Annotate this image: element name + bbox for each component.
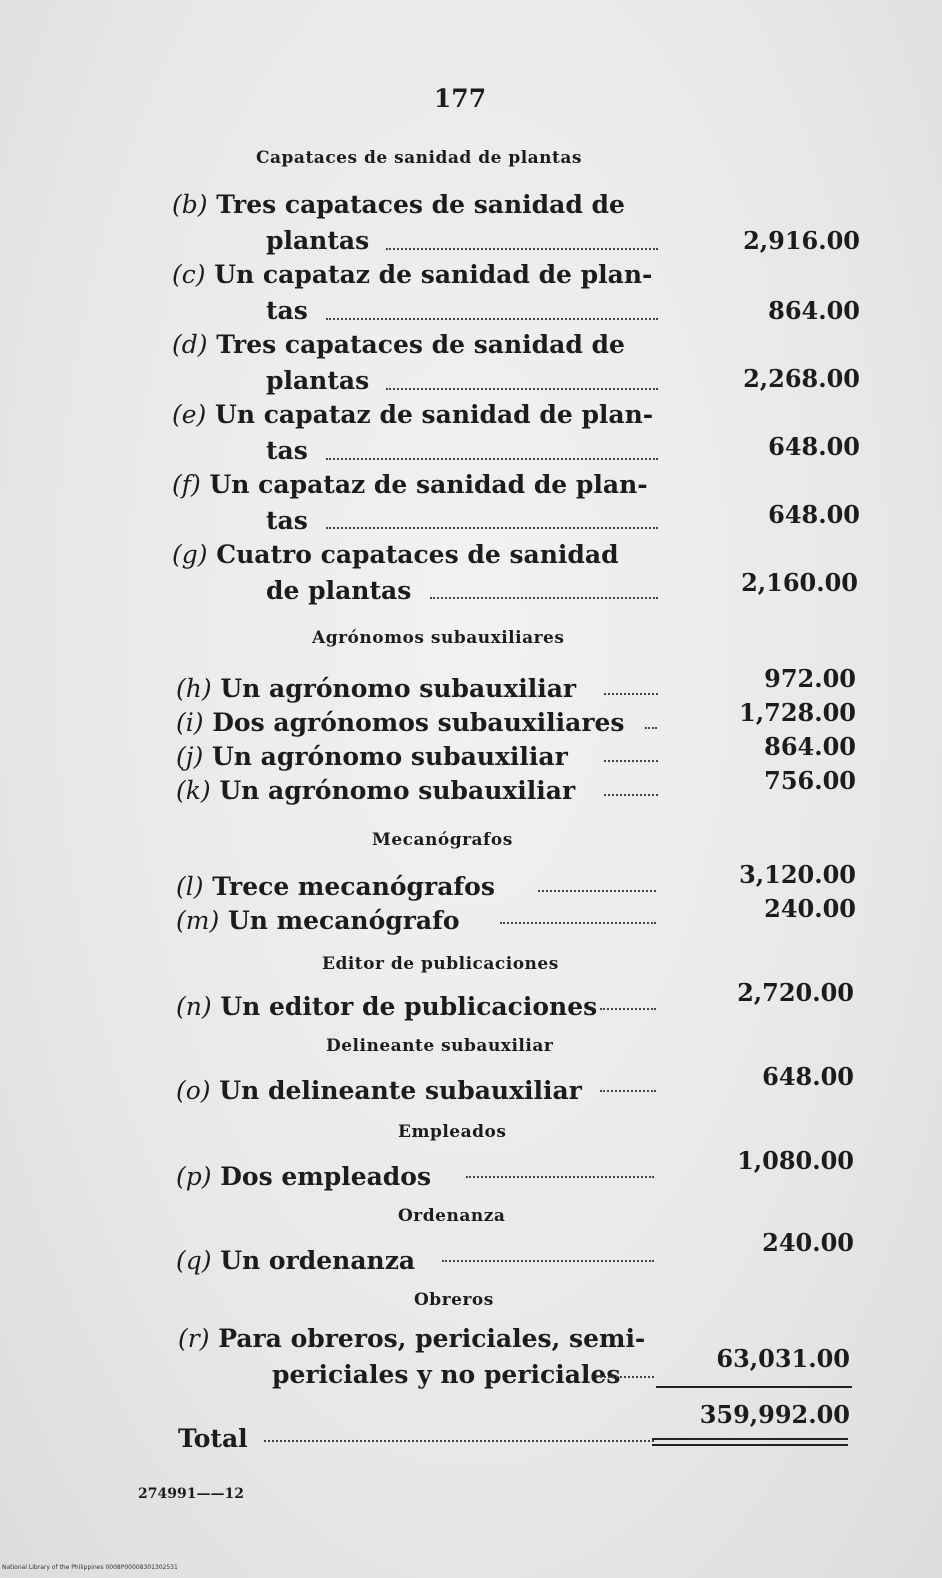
item-e-amount: 648.00 xyxy=(768,432,860,461)
item-r-line1 xyxy=(178,1324,645,1353)
item-q-amount: 240.00 xyxy=(762,1228,854,1257)
item-r-line2: periciales y no periciales xyxy=(272,1360,621,1389)
item-g-line2: de plantas xyxy=(266,576,412,605)
item-o-text: Un delineante subauxiliar xyxy=(219,1076,582,1105)
item-d-line1 xyxy=(172,330,625,359)
section-heading-mecanografos: Mecanógrafos xyxy=(372,830,513,850)
item-g-letter: (g) xyxy=(172,540,208,569)
item-m-amount: 240.00 xyxy=(764,894,856,923)
total-double-rule-bottom xyxy=(652,1444,848,1446)
item-i-line xyxy=(176,708,625,737)
item-j-line xyxy=(176,742,568,771)
item-r-letter: (r) xyxy=(178,1324,210,1353)
section-heading-agronomos: Agrónomos subauxiliares xyxy=(312,628,565,648)
dot-leader xyxy=(645,727,657,729)
item-d-amount: 2,268.00 xyxy=(743,364,860,393)
item-h-text: Un agrónomo subauxiliar xyxy=(220,674,577,703)
item-d-line2: plantas xyxy=(266,366,370,395)
item-q-letter: (q) xyxy=(176,1246,212,1275)
item-o-letter: (o) xyxy=(176,1076,211,1105)
dot-leader xyxy=(600,1090,656,1092)
item-g-amount: 2,160.00 xyxy=(741,568,858,597)
item-l-letter: (l) xyxy=(176,872,204,901)
item-k-letter: (k) xyxy=(176,776,211,805)
item-l-line xyxy=(176,872,495,901)
item-p-amount: 1,080.00 xyxy=(737,1146,854,1175)
item-e-letter: (e) xyxy=(172,400,207,429)
dot-leader xyxy=(466,1176,654,1178)
item-c-letter: (c) xyxy=(172,260,206,289)
section-heading-editor: Editor de publicaciones xyxy=(322,954,559,974)
item-k-text: Un agrónomo subauxiliar xyxy=(219,776,576,805)
section-heading-empleados: Empleados xyxy=(398,1122,507,1142)
item-m-letter: (m) xyxy=(176,906,220,935)
item-o-amount: 648.00 xyxy=(762,1062,854,1091)
item-g-line1 xyxy=(172,540,619,569)
dot-leader xyxy=(386,388,658,390)
item-l-text: Trece mecanógrafos xyxy=(212,872,495,901)
item-n-amount: 2,720.00 xyxy=(737,978,854,1007)
total-double-rule-top xyxy=(652,1438,848,1440)
item-p-text: Dos empleados xyxy=(220,1162,432,1191)
item-f-text: Un capataz de sanidad de plan- xyxy=(209,470,648,499)
item-b-text: Tres capataces de sanidad de xyxy=(216,190,625,219)
dot-leader xyxy=(596,1376,654,1378)
dot-leader xyxy=(538,890,656,892)
item-h-amount: 972.00 xyxy=(764,664,856,693)
print-code: 274991——12 xyxy=(138,1486,244,1502)
item-i-text: Dos agrónomos subauxiliares xyxy=(212,708,625,737)
item-p-line xyxy=(176,1162,431,1191)
item-b-amount: 2,916.00 xyxy=(743,226,860,255)
section-heading-obreros: Obreros xyxy=(414,1290,494,1310)
item-h-line xyxy=(176,674,576,703)
item-b-line1 xyxy=(172,190,625,219)
item-m-text: Un mecanógrafo xyxy=(227,906,460,935)
archive-note: National Library of the Philippines 0008P00008301302531 xyxy=(2,1564,178,1571)
item-q-text: Un ordenanza xyxy=(220,1246,416,1275)
subtotal-rule xyxy=(656,1386,852,1388)
item-f-line2: tas xyxy=(266,506,308,535)
item-n-line xyxy=(176,992,597,1021)
item-f-amount: 648.00 xyxy=(768,500,860,529)
dot-leader xyxy=(600,1008,656,1010)
item-o-line xyxy=(176,1076,582,1105)
item-k-line xyxy=(176,776,575,805)
page-number: 177 xyxy=(433,84,487,113)
dot-leader xyxy=(604,760,658,762)
dot-leader xyxy=(500,922,656,924)
dot-leader xyxy=(326,527,658,529)
item-r-text: Para obreros, periciales, semi- xyxy=(218,1324,646,1353)
dot-leader xyxy=(326,458,658,460)
item-e-line2: tas xyxy=(266,436,308,465)
total-label: Total xyxy=(178,1424,248,1453)
dot-leader xyxy=(264,1440,654,1442)
item-l-amount: 3,120.00 xyxy=(739,860,856,889)
item-f-letter: (f) xyxy=(172,470,201,499)
item-c-text: Un capataz de sanidad de plan- xyxy=(214,260,653,289)
section-heading-delineante: Delineante subauxiliar xyxy=(326,1036,554,1056)
item-r-amount: 63,031.00 xyxy=(716,1344,850,1373)
item-d-text: Tres capataces de sanidad de xyxy=(216,330,625,359)
item-j-text: Un agrónomo subauxiliar xyxy=(211,742,568,771)
dot-leader xyxy=(326,318,658,320)
dot-leader xyxy=(604,794,658,796)
dot-leader xyxy=(442,1260,654,1262)
dot-leader xyxy=(386,248,658,250)
item-c-line2: tas xyxy=(266,296,308,325)
item-b-line2: plantas xyxy=(266,226,370,255)
item-b-letter: (b) xyxy=(172,190,208,219)
item-g-text: Cuatro capataces de sanidad xyxy=(216,540,619,569)
item-e-text: Un capataz de sanidad de plan- xyxy=(215,400,654,429)
item-i-letter: (i) xyxy=(176,708,204,737)
item-i-amount: 1,728.00 xyxy=(739,698,856,727)
item-h-letter: (h) xyxy=(176,674,212,703)
item-k-amount: 756.00 xyxy=(764,766,856,795)
section-heading-capataces: Capataces de sanidad de plantas xyxy=(256,148,582,168)
item-n-text: Un editor de publicaciones xyxy=(220,992,598,1021)
item-c-line1 xyxy=(172,260,652,289)
item-n-letter: (n) xyxy=(176,992,212,1021)
item-f-line1 xyxy=(172,470,648,499)
item-p-letter: (p) xyxy=(176,1162,212,1191)
item-j-letter: (j) xyxy=(176,742,204,771)
dot-leader xyxy=(604,693,658,695)
item-q-line xyxy=(176,1246,415,1275)
item-e-line1 xyxy=(172,400,653,429)
item-c-amount: 864.00 xyxy=(768,296,860,325)
item-d-letter: (d) xyxy=(172,330,208,359)
section-heading-ordenanza: Ordenanza xyxy=(398,1206,506,1226)
total-amount: 359,992.00 xyxy=(699,1400,850,1429)
item-m-line xyxy=(176,906,460,935)
dot-leader xyxy=(430,597,658,599)
item-j-amount: 864.00 xyxy=(764,732,856,761)
